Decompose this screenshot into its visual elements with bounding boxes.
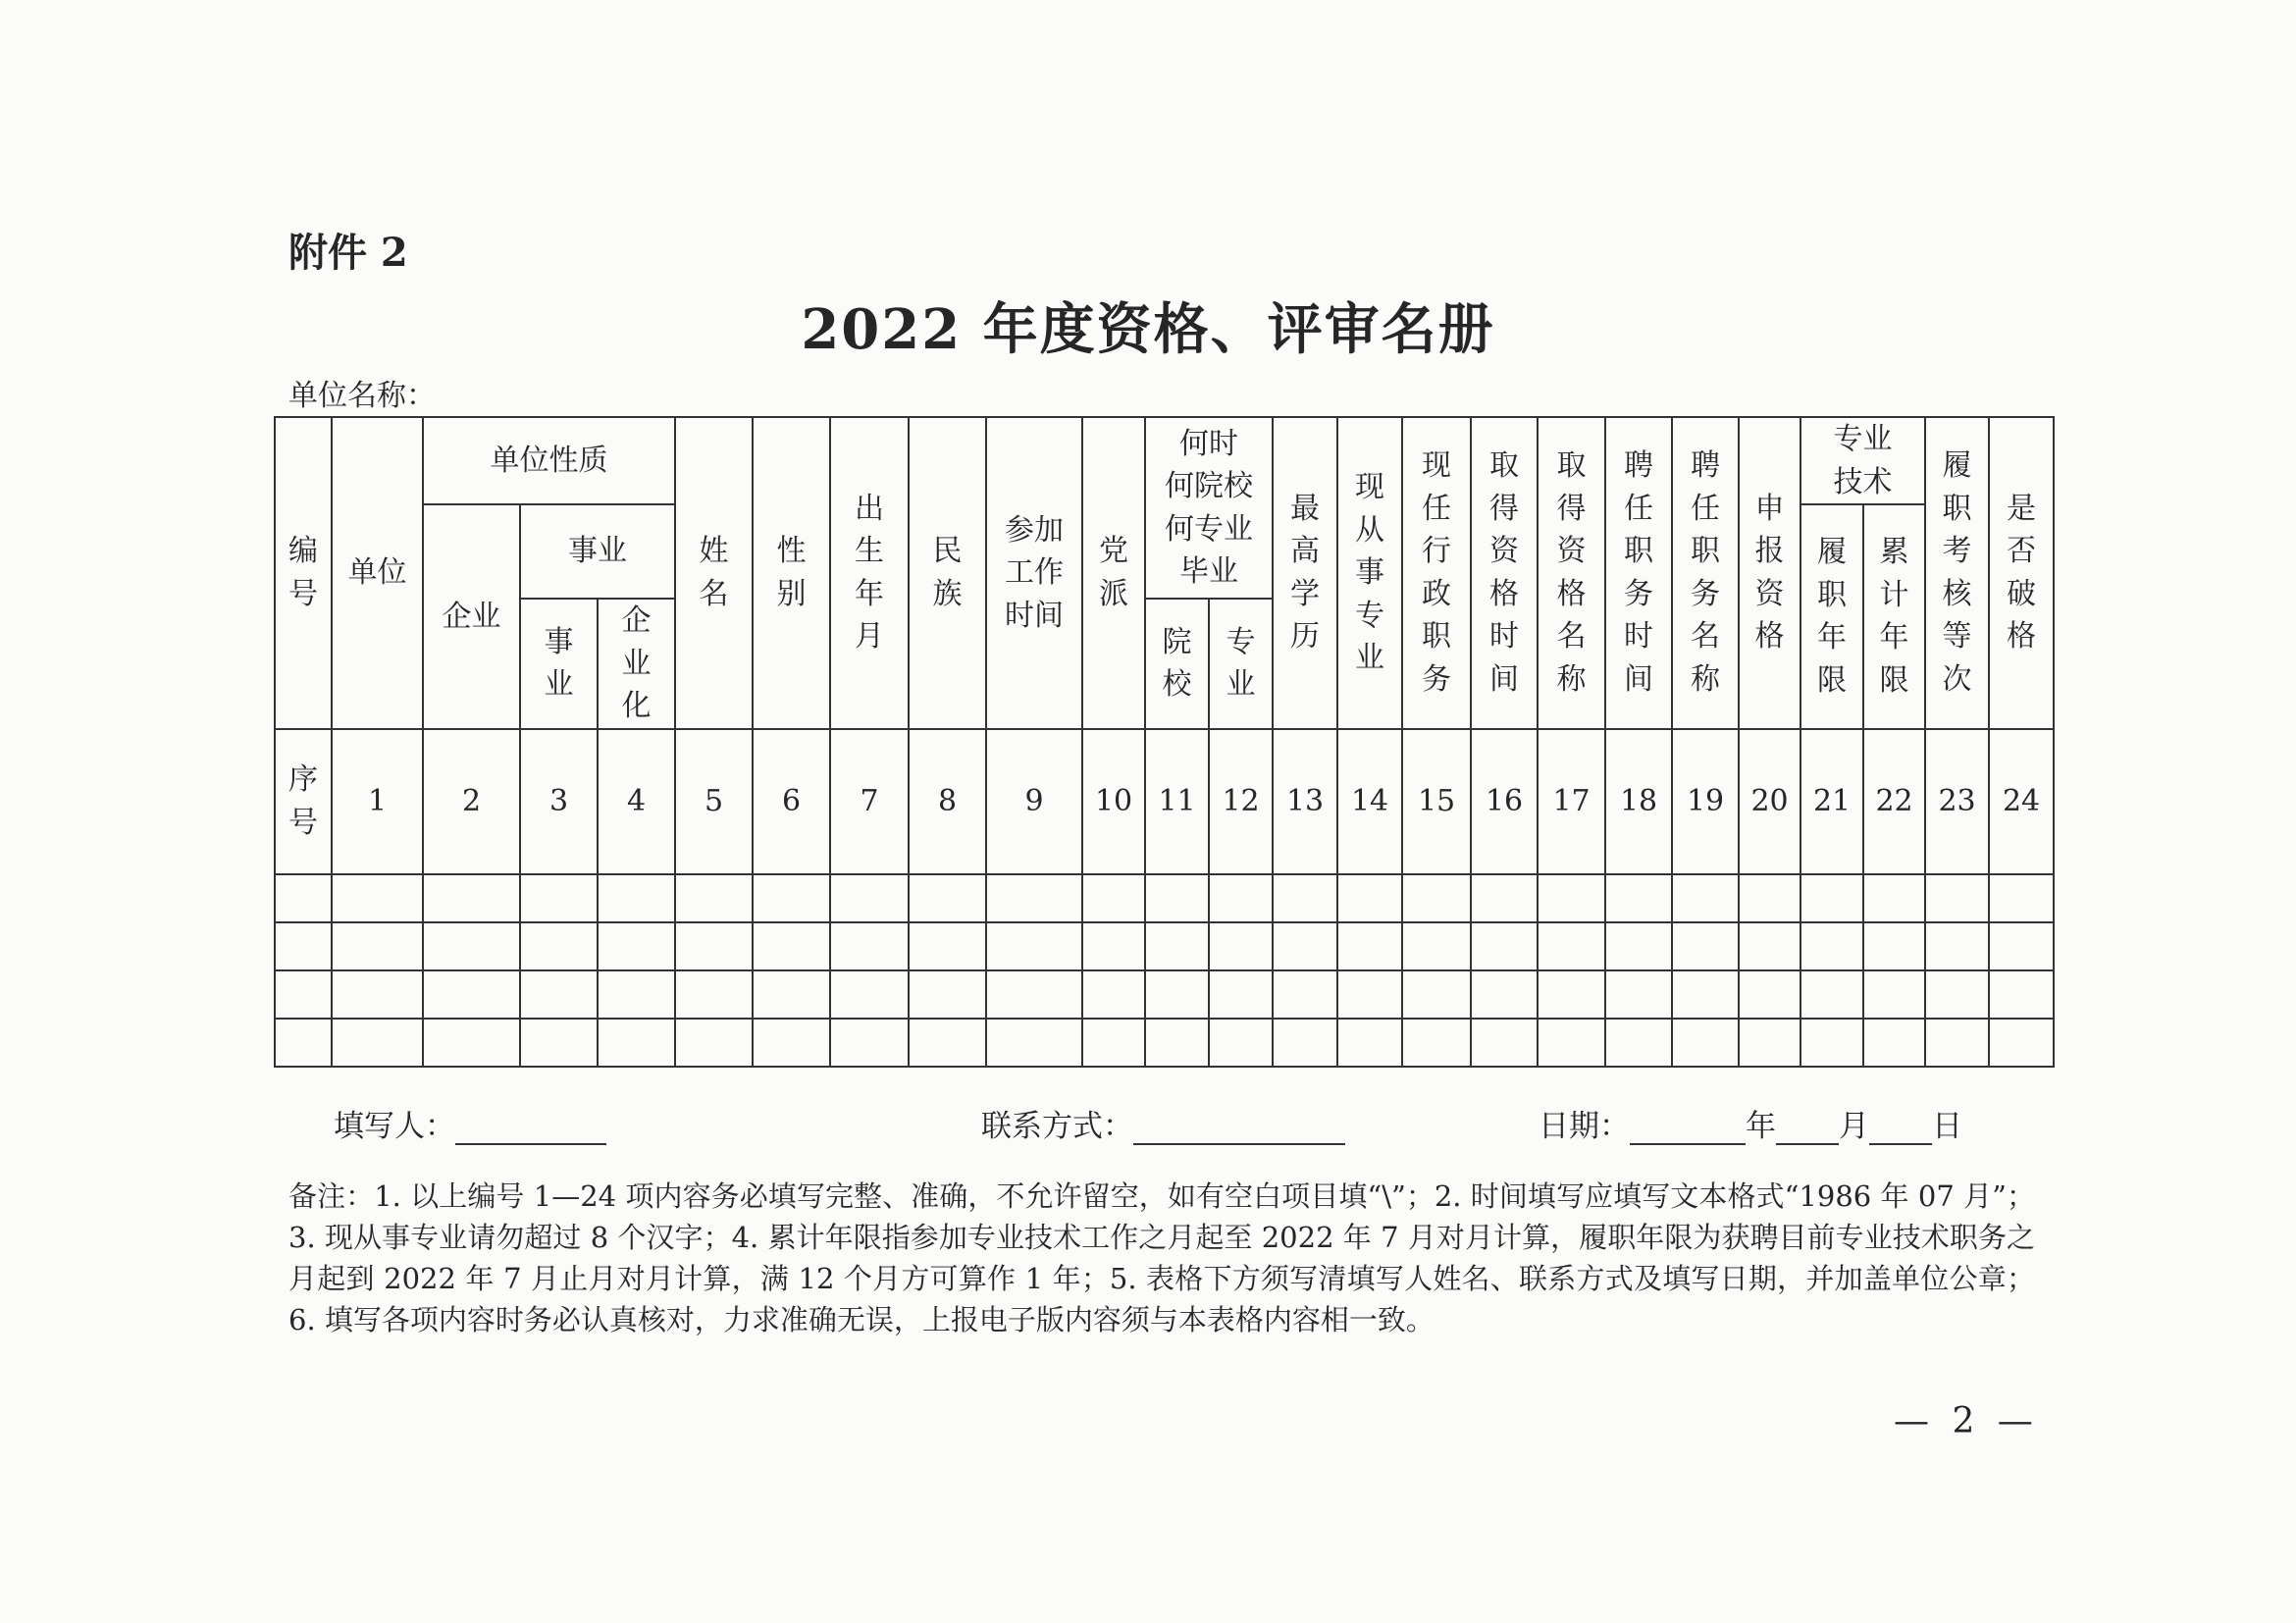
attachment-label: 附件 2 <box>288 230 408 276</box>
header-canjia: 参加 工作 时间 <box>986 417 1082 729</box>
seq-number: 21 <box>1800 729 1863 874</box>
empty-cell[interactable] <box>675 970 753 1019</box>
empty-cell[interactable] <box>520 874 598 922</box>
empty-cell[interactable] <box>753 970 830 1019</box>
empty-cell[interactable] <box>1402 874 1471 922</box>
empty-cell[interactable] <box>753 1019 830 1067</box>
empty-cell[interactable] <box>1145 874 1209 922</box>
empty-cell[interactable] <box>1082 970 1145 1019</box>
empty-cell[interactable] <box>1739 874 1800 922</box>
header-zhuanye: 专 业 <box>1209 599 1273 729</box>
sequence-row <box>275 729 2054 874</box>
empty-cell[interactable] <box>1739 922 1800 970</box>
empty-cell[interactable] <box>275 970 332 1019</box>
empty-cell[interactable] <box>1863 1019 1925 1067</box>
empty-cell[interactable] <box>1538 1019 1605 1067</box>
empty-cell[interactable] <box>1605 922 1672 970</box>
seq-number: 12 <box>1209 729 1273 874</box>
empty-cell[interactable] <box>675 1019 753 1067</box>
empty-cell[interactable] <box>423 922 520 970</box>
seq-number: 1 <box>332 729 423 874</box>
empty-cell[interactable] <box>1989 1019 2054 1067</box>
filler-label: 填写人： <box>334 1109 455 1144</box>
empty-cell[interactable] <box>1672 1019 1739 1067</box>
empty-cell[interactable] <box>275 874 332 922</box>
header-dangpai: 党 派 <box>1082 417 1145 729</box>
empty-cell[interactable] <box>1082 874 1145 922</box>
seq-number: 13 <box>1273 729 1337 874</box>
empty-cell[interactable] <box>753 874 830 922</box>
roster-table <box>274 416 2055 1068</box>
empty-cell[interactable] <box>1925 1019 1989 1067</box>
empty-cell[interactable] <box>830 922 909 970</box>
empty-cell[interactable] <box>1337 874 1402 922</box>
filler-blank[interactable] <box>455 1110 606 1145</box>
empty-cell[interactable] <box>1739 970 1800 1019</box>
header-qiyehua: 企 业 化 <box>598 599 675 729</box>
empty-cell[interactable] <box>332 922 423 970</box>
empty-cell[interactable] <box>1800 1019 1863 1067</box>
header-row-1 <box>275 417 2054 504</box>
date-label: 日期： <box>1539 1109 1630 1144</box>
empty-cell[interactable] <box>1672 874 1739 922</box>
empty-cell[interactable] <box>520 1019 598 1067</box>
header-shiye-group: 事业 <box>520 504 675 599</box>
contact-label: 联系方式： <box>981 1109 1133 1144</box>
header-zuigao: 最 高 学 历 <box>1273 417 1337 729</box>
seq-number: 17 <box>1538 729 1605 874</box>
empty-cell[interactable] <box>1800 922 1863 970</box>
empty-cell[interactable] <box>1273 874 1337 922</box>
empty-cell[interactable] <box>1925 874 1989 922</box>
seq-number: 19 <box>1672 729 1739 874</box>
empty-cell[interactable] <box>830 1019 909 1067</box>
empty-cell[interactable] <box>1273 970 1337 1019</box>
day-label: 日 <box>1932 1109 1962 1144</box>
empty-cell[interactable] <box>1209 922 1273 970</box>
empty-cell[interactable] <box>332 874 423 922</box>
seq-number: 2 <box>423 729 520 874</box>
header-poge: 是 否 破 格 <box>1989 417 2054 729</box>
empty-cell[interactable] <box>598 970 675 1019</box>
seq-number: 3 <box>520 729 598 874</box>
header-lvzhi-nianxian: 履 职 年 限 <box>1800 504 1863 729</box>
empty-cell[interactable] <box>1209 874 1273 922</box>
month-label: 月 <box>1839 1109 1869 1144</box>
empty-cell[interactable] <box>1863 874 1925 922</box>
header-qiye: 企业 <box>423 504 520 729</box>
empty-cell[interactable] <box>1337 970 1402 1019</box>
month-blank[interactable] <box>1776 1110 1839 1145</box>
empty-cell[interactable] <box>332 970 423 1019</box>
header-danwei-xingzhi: 单位性质 <box>423 417 675 504</box>
seq-number: 8 <box>909 729 986 874</box>
seq-number: 20 <box>1739 729 1800 874</box>
header-xingbie: 性 别 <box>753 417 830 729</box>
empty-cell[interactable] <box>1538 970 1605 1019</box>
empty-cell[interactable] <box>1989 922 2054 970</box>
seq-number: 24 <box>1989 729 2054 874</box>
empty-cell[interactable] <box>909 874 986 922</box>
empty-cell[interactable] <box>1863 970 1925 1019</box>
header-bianhao: 编 号 <box>275 417 332 729</box>
empty-cell[interactable] <box>1605 970 1672 1019</box>
seq-number: 15 <box>1402 729 1471 874</box>
empty-cell[interactable] <box>1863 922 1925 970</box>
header-biye-group: 何时 何院校 何专业 毕业 <box>1145 417 1273 599</box>
header-qude-name: 取 得 资 格 名 称 <box>1538 417 1605 729</box>
seq-number: 11 <box>1145 729 1209 874</box>
empty-cell[interactable] <box>1471 970 1538 1019</box>
header-minzu: 民 族 <box>909 417 986 729</box>
empty-cell[interactable] <box>1739 1019 1800 1067</box>
empty-cell[interactable] <box>598 1019 675 1067</box>
empty-data-row <box>275 970 2054 1019</box>
empty-cell[interactable] <box>986 874 1082 922</box>
header-danwei: 单位 <box>332 417 423 729</box>
empty-cell[interactable] <box>275 922 332 970</box>
empty-cell[interactable] <box>909 922 986 970</box>
empty-data-row <box>275 1019 2054 1067</box>
header-shenbao: 申 报 资 格 <box>1739 417 1800 729</box>
seq-number: 6 <box>753 729 830 874</box>
empty-cell[interactable] <box>1145 970 1209 1019</box>
seq-number: 9 <box>986 729 1082 874</box>
header-chusheng: 出 生 年 月 <box>830 417 909 729</box>
empty-cell[interactable] <box>1800 970 1863 1019</box>
empty-cell[interactable] <box>1209 970 1273 1019</box>
empty-cell[interactable] <box>1273 1019 1337 1067</box>
header-kaohe: 履 职 考 核 等 次 <box>1925 417 1989 729</box>
empty-cell[interactable] <box>1273 922 1337 970</box>
header-zhuanye-jishu: 专业 技术 <box>1800 417 1925 504</box>
header-xingming: 姓 名 <box>675 417 753 729</box>
empty-cell[interactable] <box>1989 970 2054 1019</box>
empty-cell[interactable] <box>1672 970 1739 1019</box>
header-pinren-time: 聘 任 职 务 时 间 <box>1605 417 1672 729</box>
empty-cell[interactable] <box>1209 1019 1273 1067</box>
seq-label: 序 号 <box>275 729 332 874</box>
day-blank[interactable] <box>1869 1110 1932 1145</box>
empty-cell[interactable] <box>1672 922 1739 970</box>
empty-cell[interactable] <box>986 970 1082 1019</box>
empty-cell[interactable] <box>986 1019 1082 1067</box>
year-label: 年 <box>1746 1109 1776 1144</box>
filler-field <box>334 1101 606 1145</box>
empty-cell[interactable] <box>423 874 520 922</box>
empty-cell[interactable] <box>986 922 1082 970</box>
empty-cell[interactable] <box>909 970 986 1019</box>
contact-field <box>981 1101 1345 1145</box>
header-xiancong: 现 从 事 专 业 <box>1337 417 1402 729</box>
empty-cell[interactable] <box>1925 922 1989 970</box>
page-number: — 2 — <box>1894 1401 2039 1441</box>
empty-cell[interactable] <box>909 1019 986 1067</box>
empty-cell[interactable] <box>1471 922 1538 970</box>
year-blank[interactable] <box>1630 1110 1746 1145</box>
empty-cell[interactable] <box>1402 922 1471 970</box>
empty-cell[interactable] <box>520 922 598 970</box>
empty-cell[interactable] <box>332 1019 423 1067</box>
empty-cell[interactable] <box>1145 922 1209 970</box>
seq-number: 5 <box>675 729 753 874</box>
empty-cell[interactable] <box>753 922 830 970</box>
contact-blank[interactable] <box>1133 1110 1345 1145</box>
empty-cell[interactable] <box>1145 1019 1209 1067</box>
empty-cell[interactable] <box>520 970 598 1019</box>
document-title: 2022 年度资格、评审名册 <box>801 297 1495 362</box>
empty-cell[interactable] <box>1538 922 1605 970</box>
empty-cell[interactable] <box>598 922 675 970</box>
empty-cell[interactable] <box>675 922 753 970</box>
date-field <box>1539 1101 1962 1145</box>
header-pinren-name: 聘 任 职 务 名 称 <box>1672 417 1739 729</box>
empty-cell[interactable] <box>1337 922 1402 970</box>
header-xianren: 现 任 行 政 职 务 <box>1402 417 1471 729</box>
seq-number: 14 <box>1337 729 1402 874</box>
empty-cell[interactable] <box>1989 874 2054 922</box>
header-leiji-nianxian: 累 计 年 限 <box>1863 504 1925 729</box>
empty-cell[interactable] <box>830 874 909 922</box>
empty-cell[interactable] <box>1800 874 1863 922</box>
seq-number: 10 <box>1082 729 1145 874</box>
empty-cell[interactable] <box>830 970 909 1019</box>
seq-number: 23 <box>1925 729 1989 874</box>
empty-cell[interactable] <box>1082 922 1145 970</box>
empty-cell[interactable] <box>423 1019 520 1067</box>
empty-cell[interactable] <box>1471 874 1538 922</box>
empty-cell[interactable] <box>423 970 520 1019</box>
unit-name-label: 单位名称： <box>288 379 436 413</box>
seq-number: 7 <box>830 729 909 874</box>
empty-cell[interactable] <box>1402 970 1471 1019</box>
empty-cell[interactable] <box>1337 1019 1402 1067</box>
seq-number: 18 <box>1605 729 1672 874</box>
empty-cell[interactable] <box>275 1019 332 1067</box>
empty-cell[interactable] <box>1605 874 1672 922</box>
seq-number: 16 <box>1471 729 1538 874</box>
empty-cell[interactable] <box>1605 1019 1672 1067</box>
seq-number: 22 <box>1863 729 1925 874</box>
empty-data-row <box>275 874 2054 922</box>
header-yuanxiao: 院 校 <box>1145 599 1209 729</box>
empty-cell[interactable] <box>1402 1019 1471 1067</box>
notes-paragraph: 备注：1. 以上编号 1—24 项内容务必填写完整、准确，不允许留空，如有空白项目填“\”；2. 时间填写应填写文本格式“1986 年 07 月”；3. 现从事专业请勿超过 8 个汉字；4. 累计年限指参加专业技术工作之月起至 2022 年 7 月对月计算，履职年限为获聘目前专业技术职务之月起到 2022 年 7 月止月对月计算，满 12 个月方可算作 1 年；5. 表格下方须写清填写人姓名、联系方式及填写日期，并加盖单位公章；6. 填写各项内容时务必认真核对，力求准确无误，上报电子版内容须与本表格内容相一致。 <box>288 1179 2035 1337</box>
empty-cell[interactable] <box>598 874 675 922</box>
empty-cell[interactable] <box>1538 874 1605 922</box>
empty-cell[interactable] <box>1471 1019 1538 1067</box>
seq-number: 4 <box>598 729 675 874</box>
header-qude-time: 取 得 资 格 时 间 <box>1471 417 1538 729</box>
empty-data-row <box>275 922 2054 970</box>
header-shiye: 事 业 <box>520 599 598 729</box>
empty-cell[interactable] <box>675 874 753 922</box>
empty-cell[interactable] <box>1925 970 1989 1019</box>
empty-cell[interactable] <box>1082 1019 1145 1067</box>
